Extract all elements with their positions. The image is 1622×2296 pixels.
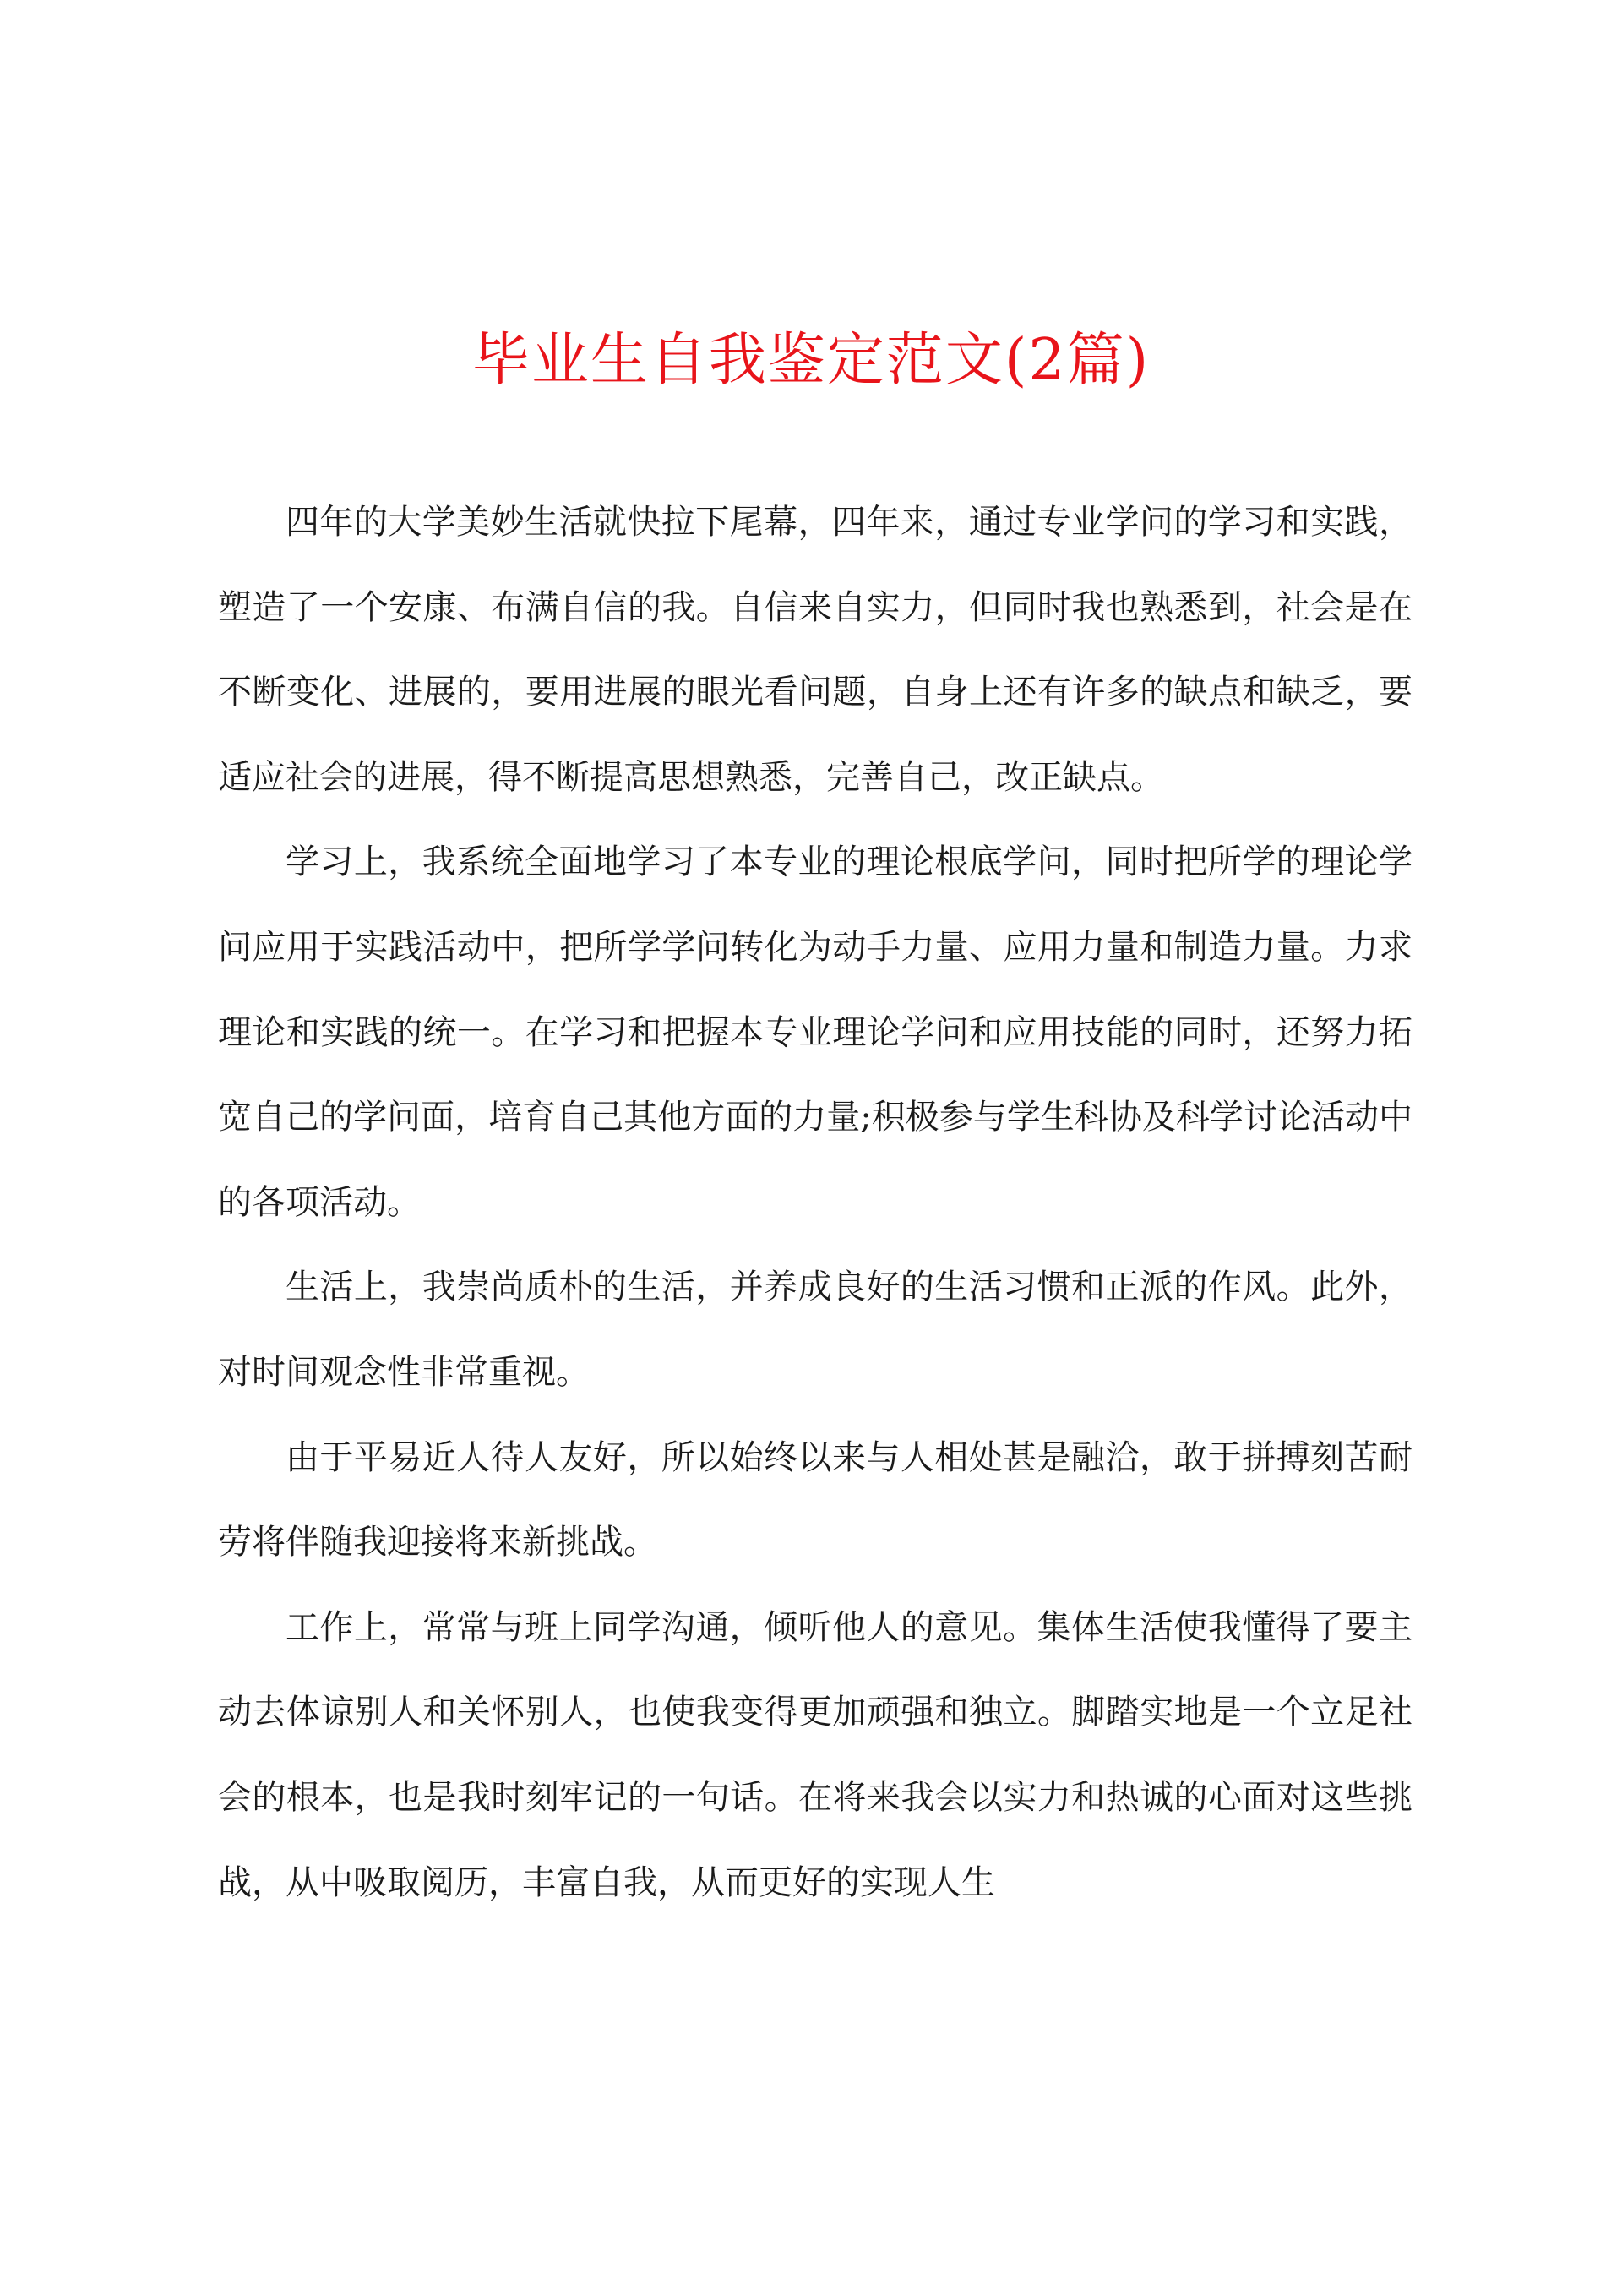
paragraph-work: 工作上，常常与班上同学沟通，倾听他人的意见。集体生活使我懂得了要主动去体谅别人和关怀别人，也使我变得更加顽强和独立。脚踏实地是一个立足社会的根本，也是我时刻牢记的一句话。在将来我会以实力和热诚的心面对这些挑战，从中吸取阅历，丰富自我，从而更好的实现人生 — [218, 1607, 1412, 1902]
document-body — [218, 480, 1412, 1925]
paragraph-intro: 四年的大学美妙生活就快拉下尾幕，四年来，通过专业学问的学习和实践，塑造了一个安康、布满自信的我。自信来自实力，但同时我也熟悉到，社会是在不断变化、进展的，要用进展的眼光看问题，自身上还有许多的缺点和缺乏，要适应社会的进展，得不断提高思想熟悉，完善自己，改正缺点。 — [218, 503, 1412, 797]
paragraph-life: 生活上，我崇尚质朴的生活，并养成良好的生活习惯和正派的作风。此外，对时间观念性非常重视。 — [218, 1268, 1412, 1392]
paragraph-study: 学习上，我系统全面地学习了本专业的理论根底学问，同时把所学的理论学问应用于实践活动中，把所学学问转化为动手力量、应用力量和制造力量。力求理论和实践的统一。在学习和把握本专业理论学问和应用技能的同时，还努力拓宽自己的学问面，培育自己其他方面的力量;积极参与学生科协及科学讨论活动中的各项活动。 — [218, 843, 1412, 1222]
document-title: 毕业生自我鉴定范文(2篇) — [471, 327, 1151, 394]
paragraph-personality: 由于平易近人待人友好，所以始终以来与人相处甚是融洽，敢于拼搏刻苦耐劳将伴随我迎接将来新挑战。 — [218, 1437, 1412, 1562]
